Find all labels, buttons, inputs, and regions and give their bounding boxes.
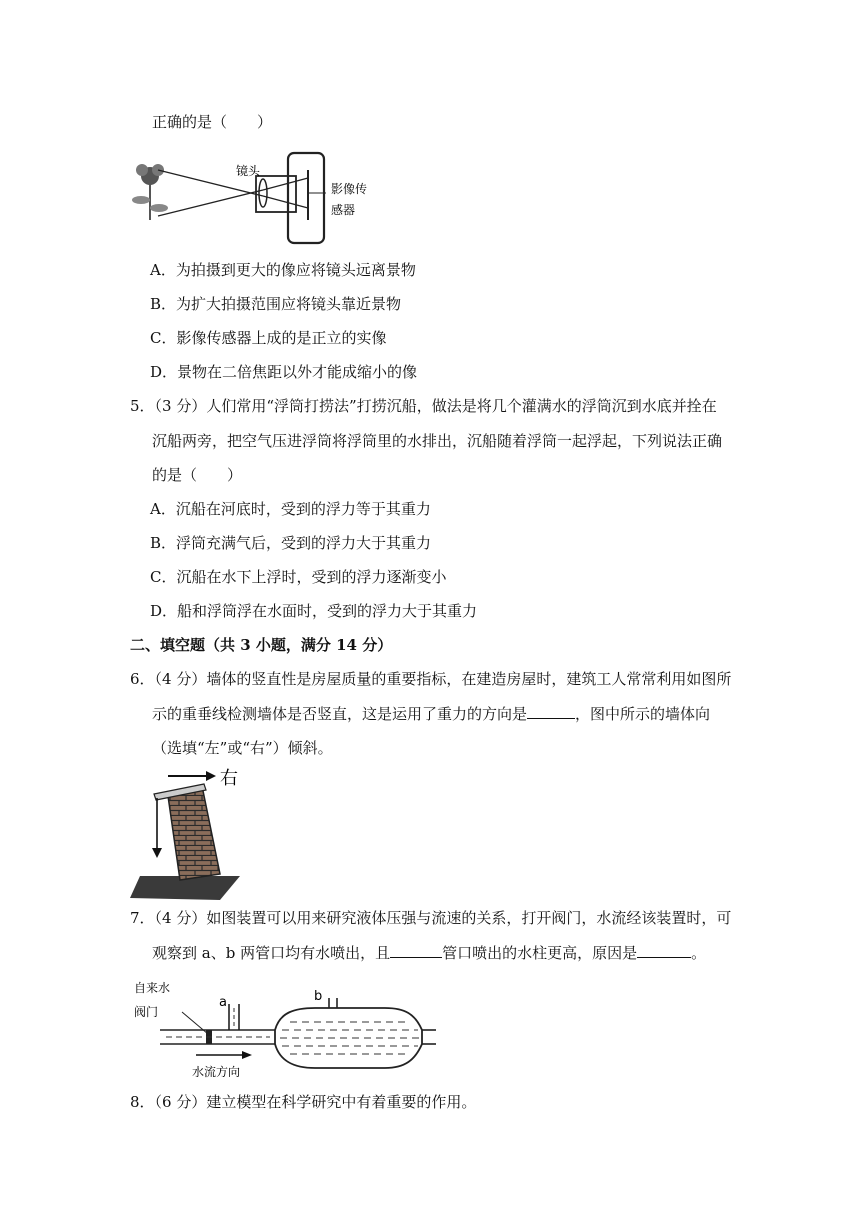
- q4-option-b: B．为扩大拍摄范围应将镜头靠近景物: [150, 295, 402, 313]
- q7-line-2-text-a: 观察到 a、b 两管口均有水喷出，且: [152, 944, 391, 962]
- pipe-figure: [130, 978, 440, 1082]
- q5-option-b: B．浮筒充满气后，受到的浮力大于其重力: [150, 534, 432, 552]
- q6-blank-1[interactable]: [527, 702, 575, 719]
- q4-stem-tail: 正确的是（ ）: [152, 113, 273, 131]
- camera-figure: [128, 148, 368, 248]
- q5-line-1: 5．（3 分）人们常用“浮筒打捞法”打捞沉船，做法是将几个灌满水的浮筒沉到水底并拴在: [130, 397, 717, 415]
- q8-line-1: 8．（6 分）建立模型在科学研究中有着重要的作用。: [130, 1093, 477, 1111]
- q6-line-1: 6．（4 分）墙体的竖直性是房屋质量的重要指标，在建造房屋时，建筑工人常常利用如图所: [130, 670, 732, 688]
- q7-blank-2[interactable]: [637, 941, 691, 958]
- q6-line-2-text-b: ，图中所示的墙体向: [575, 705, 711, 723]
- q7-line-2-text-b: 管口喷出的水柱更高，原因是: [442, 944, 638, 962]
- sensor-label-2: 感器: [331, 203, 356, 217]
- section-2-title: 二、填空题（共 3 小题，满分 14 分）: [130, 636, 393, 654]
- q5-line-3: 的是（ ）: [152, 466, 243, 484]
- tube-b-label: b: [314, 989, 323, 1004]
- q5-line-2: 沉船两旁，把空气压进浮筒将浮筒里的水排出，沉船随着浮筒一起浮起，下列说法正确: [152, 432, 723, 450]
- q6-line-2: [152, 702, 710, 725]
- brick-wall-figure: [130, 766, 250, 902]
- q5-option-c: C．沉船在水下上浮时，受到的浮力逐渐变小: [150, 568, 447, 586]
- sensor-label-1: 影像传: [331, 182, 368, 196]
- q7-line-1: 7．（4 分）如图装置可以用来研究液体压强与流速的关系，打开阀门，水流经该装置时，可: [130, 909, 732, 927]
- flow-label: 水流方向: [192, 1065, 241, 1079]
- arrow-label: 右: [220, 768, 238, 789]
- flower-icon: [132, 164, 168, 220]
- tap-label-2: 阀门: [134, 1005, 159, 1019]
- lens-label: 镜头: [236, 164, 261, 178]
- q4-option-a: A．为拍摄到更大的像应将镜头远离景物: [150, 261, 416, 279]
- q7-line-2: [152, 941, 706, 964]
- q7-line-2-text-c: 。: [691, 944, 707, 962]
- q4-option-c: C．影像传感器上成的是正立的实像: [150, 329, 387, 347]
- q6-line-3: （选填“左”或“右”）倾斜。: [152, 739, 333, 757]
- q6-line-2-text-a: 示的重垂线检测墙体是否竖直，这是运用了重力的方向是: [152, 705, 528, 723]
- tap-label-1: 自来水: [134, 981, 171, 995]
- q5-option-a: A．沉船在河底时，受到的浮力等于其重力: [150, 500, 431, 518]
- tube-a-label: a: [219, 995, 227, 1010]
- q7-blank-1[interactable]: [390, 941, 442, 958]
- q4-option-d: D．景物在二倍焦距以外才能成缩小的像: [150, 363, 418, 381]
- q5-option-d: D．船和浮筒浮在水面时，受到的浮力大于其重力: [150, 602, 478, 620]
